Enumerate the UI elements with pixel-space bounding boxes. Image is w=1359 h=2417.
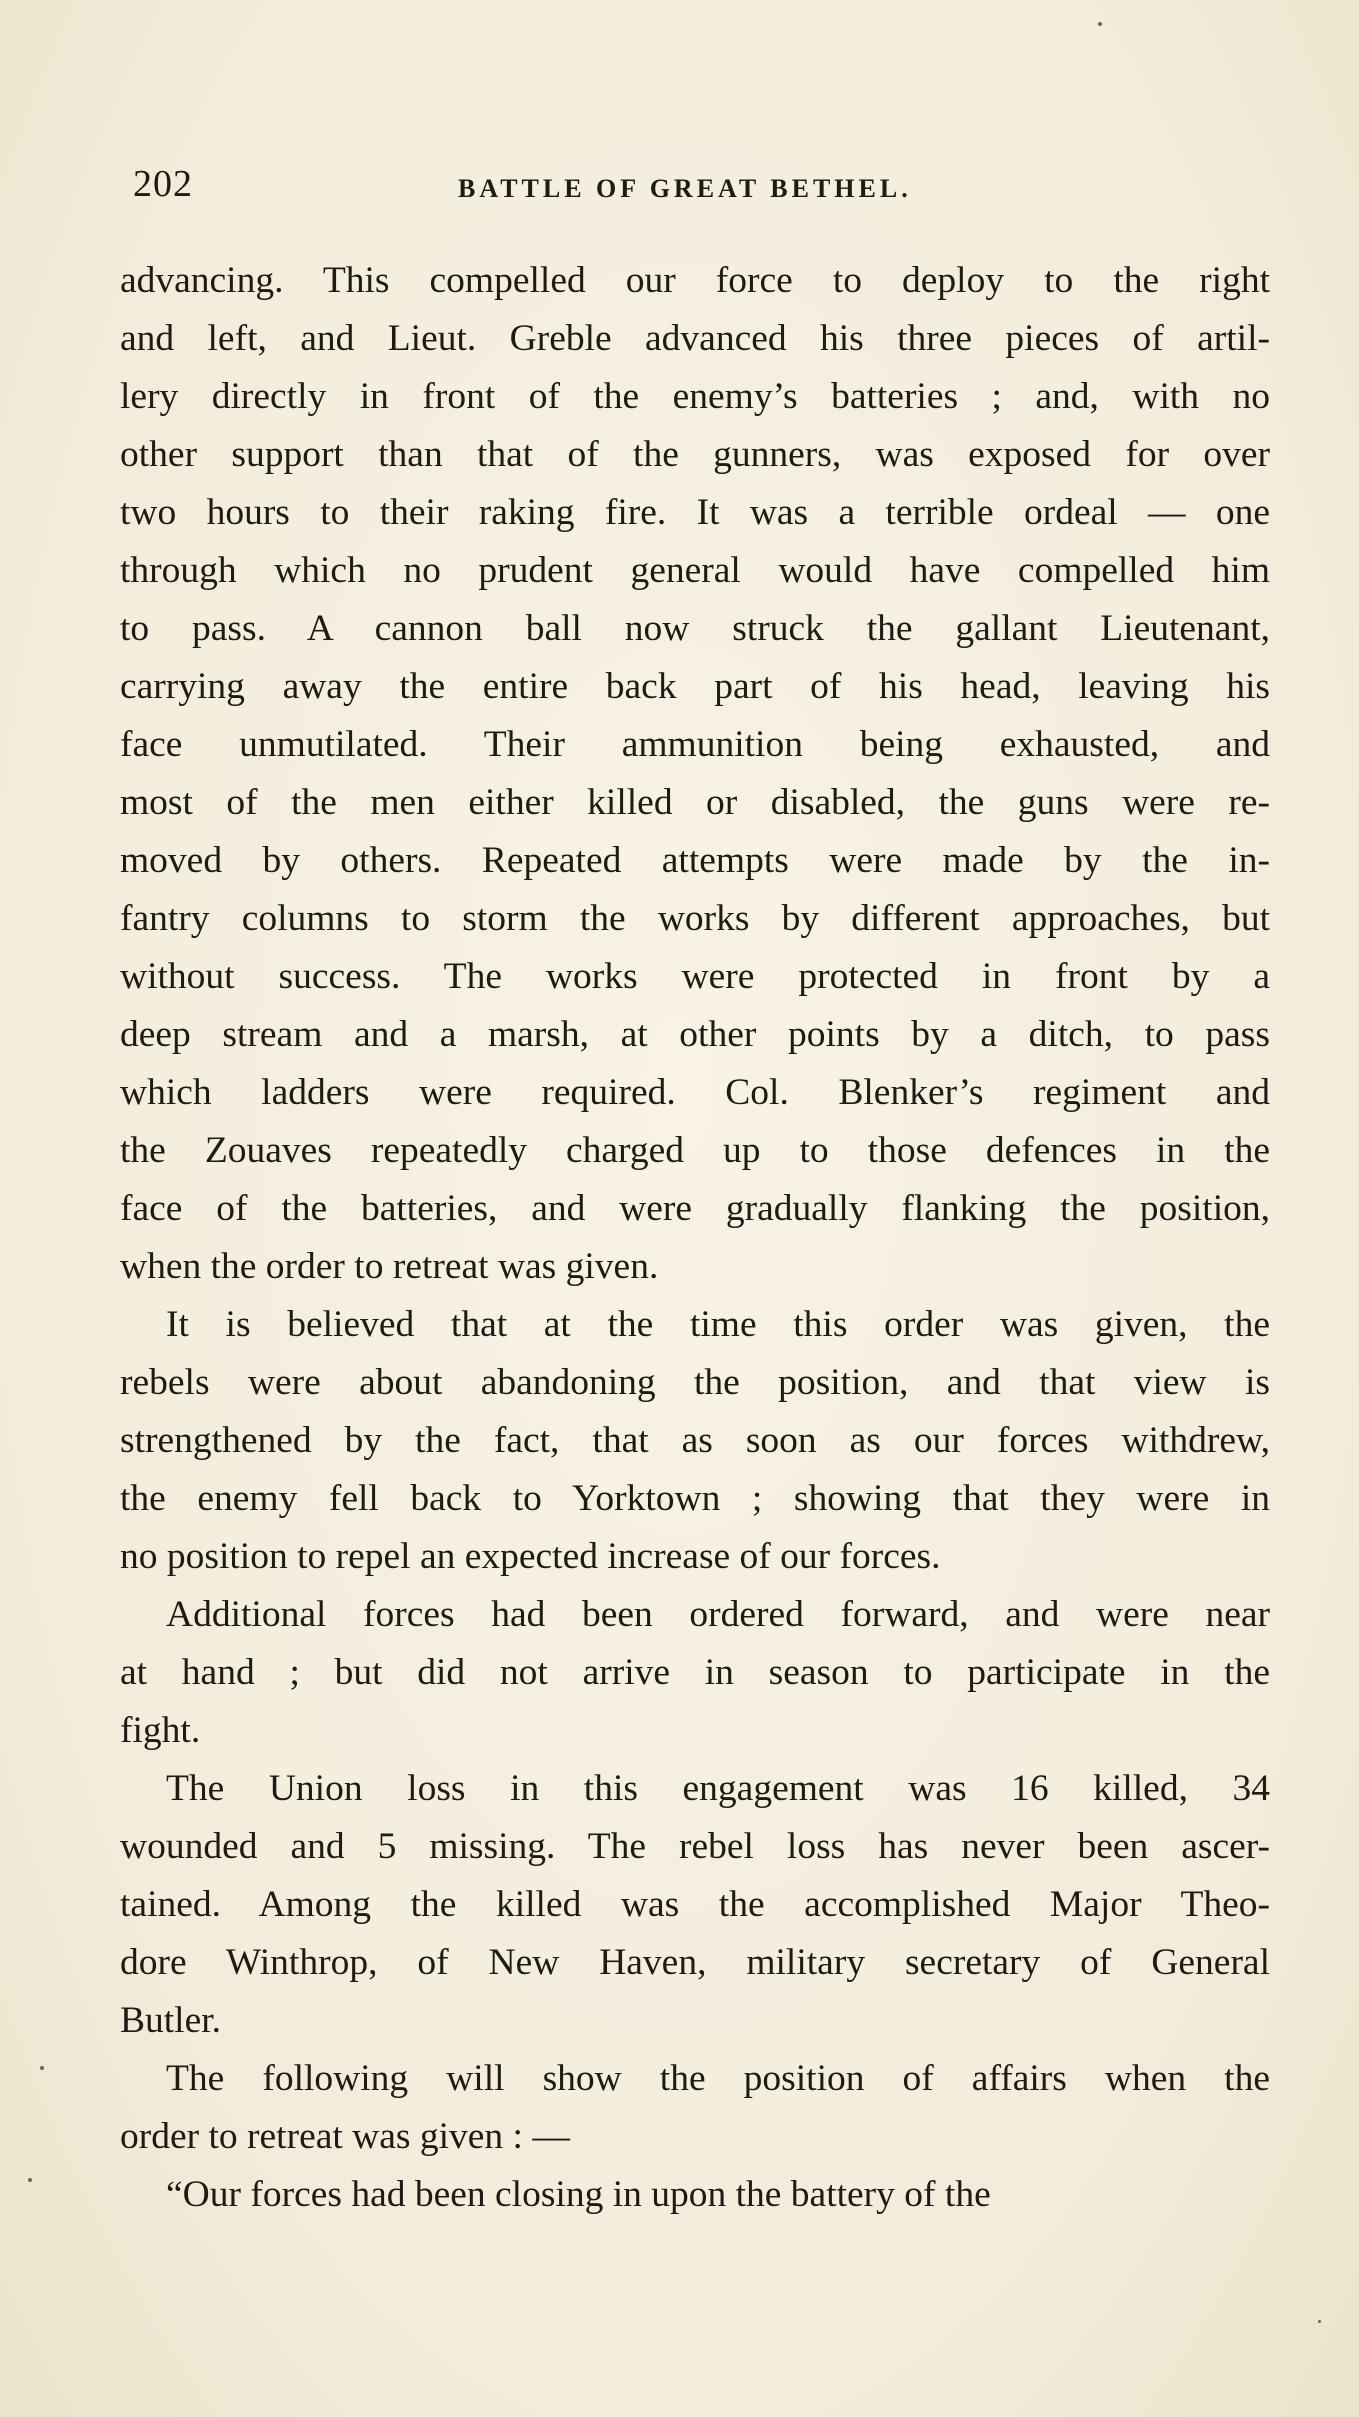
text-line: two hours to their raking fire. It was a terrible ordeal — one: [120, 492, 1270, 533]
text-line: Butler.: [120, 2000, 222, 2041]
text-line: through which no prudent general would have compelled him: [120, 550, 1270, 591]
text-line: strengthened by the fact, that as soon as our forces withdrew,: [120, 1420, 1270, 1461]
text-line: the enemy fell back to Yorktown ; showing that they were in: [120, 1478, 1270, 1519]
text-line: It is believed that at the time this order was given, the: [166, 1304, 1270, 1345]
text-line: which ladders were required. Col. Blenker’s regiment and: [120, 1072, 1270, 1113]
text-line: fight.: [120, 1710, 201, 1751]
text-line: other support than that of the gunners, was exposed for over: [120, 434, 1270, 475]
text-line: moved by others. Repeated attempts were made by the in-: [120, 840, 1270, 881]
page-header: [133, 162, 1263, 212]
paragraph: [120, 2166, 1270, 2224]
text-line: and left, and Lieut. Greble advanced his three pieces of artil-: [120, 318, 1270, 359]
paper-speck: [40, 2066, 44, 2070]
text-line: the Zouaves repeatedly charged up to those defences in the: [120, 1130, 1270, 1171]
text-line: wounded and 5 missing. The rebel loss has never been ascer-: [120, 1826, 1270, 1867]
text-line: deep stream and a marsh, at other points by a ditch, to pass: [120, 1014, 1270, 1055]
text-line: The following will show the position of affairs when the: [166, 2058, 1270, 2099]
text-line: most of the men either killed or disabled, the guns were re-: [120, 782, 1270, 823]
text-line: lery directly in front of the enemy’s batteries ; and, with no: [120, 376, 1270, 417]
page-number: 202: [133, 163, 193, 205]
text-line: “Our forces had been closing in upon the battery of the: [166, 2174, 991, 2215]
text-line: without success. The works were protected in front by a: [120, 956, 1270, 997]
paper-speck: [1098, 22, 1102, 26]
text-line: face of the batteries, and were gradually flanking the position,: [120, 1188, 1270, 1229]
text-line: advancing. This compelled our force to deploy to the right: [120, 260, 1270, 301]
paper-speck: [28, 2178, 32, 2182]
text-line: Additional forces had been ordered forward, and were near: [166, 1594, 1270, 1635]
text-line: tained. Among the killed was the accomplished Major Theo-: [120, 1884, 1270, 1925]
text-line: rebels were about abandoning the position, and that view is: [120, 1362, 1270, 1403]
paragraph: [120, 1586, 1270, 1760]
text-line: face unmutilated. Their ammunition being exhausted, and: [120, 724, 1270, 765]
paper-speck: [1318, 2320, 1321, 2323]
text-line: at hand ; but did not arrive in season to participate in the: [120, 1652, 1270, 1693]
text-line: fantry columns to storm the works by different approaches, but: [120, 898, 1270, 939]
text-line: when the order to retreat was given.: [120, 1246, 659, 1287]
text-line: dore Winthrop, of New Haven, military secretary of General: [120, 1942, 1270, 1983]
text-line: to pass. A cannon ball now struck the gallant Lieutenant,: [120, 608, 1270, 649]
text-line: The Union loss in this engagement was 16 killed, 34: [166, 1768, 1270, 1809]
text-line: carrying away the entire back part of his head, leaving his: [120, 666, 1270, 707]
body-text: [120, 252, 1270, 2224]
paragraph: [120, 2050, 1270, 2166]
text-line: no position to repel an expected increase of our forces.: [120, 1536, 941, 1577]
paragraph: [120, 252, 1270, 1296]
paragraph: [120, 1760, 1270, 2050]
text-line: order to retreat was given : —: [120, 2116, 570, 2157]
paragraph: [120, 1296, 1270, 1586]
running-title: BATTLE OF GREAT BETHEL.: [458, 174, 912, 203]
